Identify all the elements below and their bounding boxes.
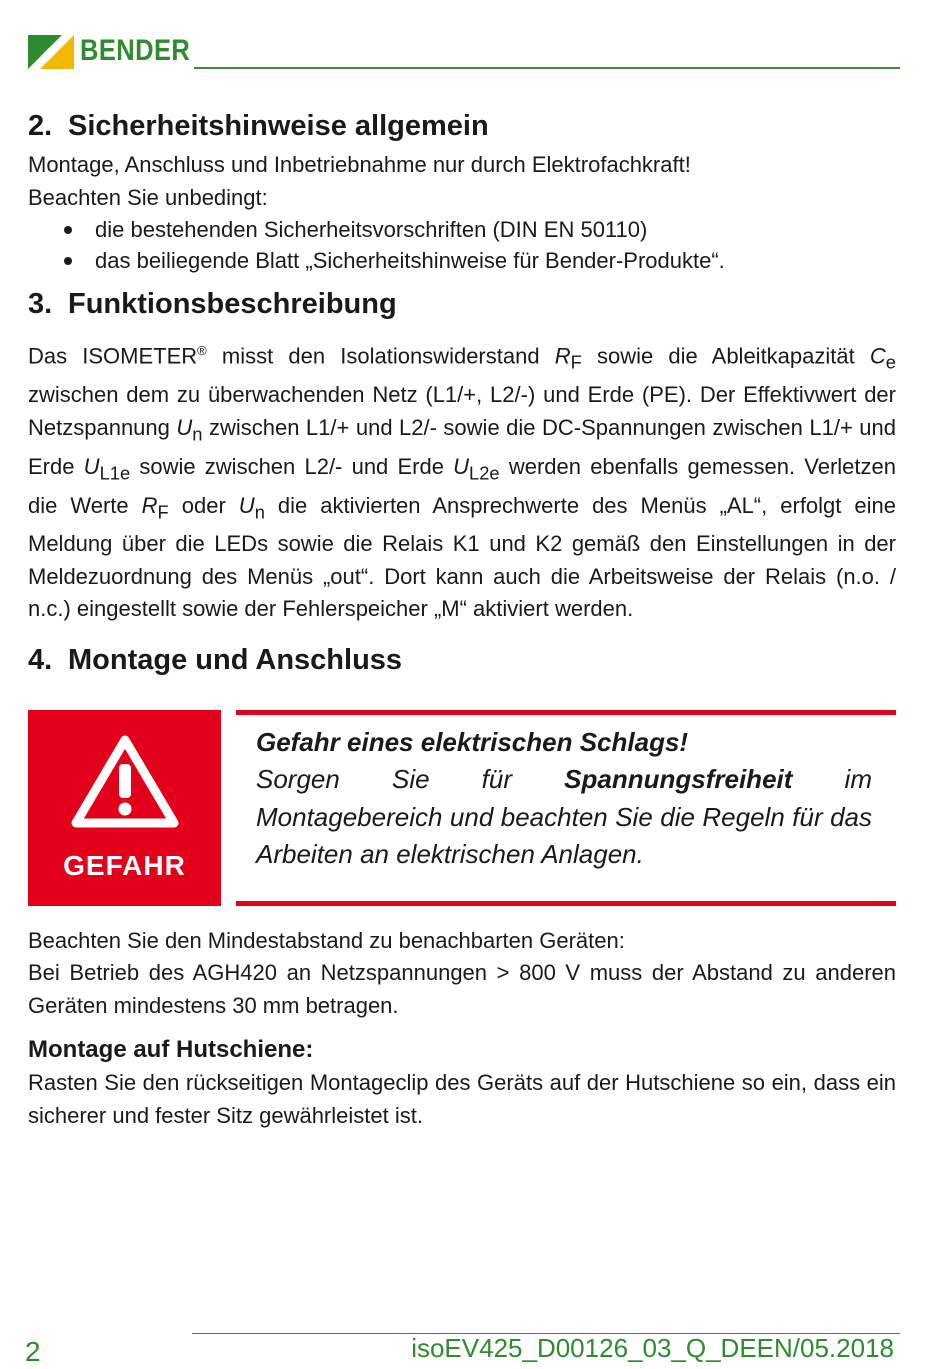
safety-bullet-list — [28, 214, 896, 276]
section-3-number: 3. — [28, 288, 53, 320]
section-4-heading — [28, 640, 896, 680]
distance-note-body: Bei Betrieb des AGH420 an Netzspannungen > 800 V muss der Abstand zu anderen Geräten mindestens 30 mm betragen. — [28, 960, 896, 1018]
section-2-heading — [28, 106, 896, 146]
section-4-title: Montage und Anschluss — [68, 643, 403, 676]
section-3-title: Funktionsbeschreibung — [68, 288, 397, 320]
danger-top-rule — [236, 710, 896, 715]
din-rail-heading: Montage auf Hutschiene: — [28, 1036, 314, 1064]
danger-heading: Gefahr eines elektrischen Schlags! — [256, 726, 689, 757]
document-id: isoEV425_D00126_03_Q_DEEN/05.2018 — [411, 1333, 894, 1363]
danger-bottom-rule — [236, 901, 896, 906]
list-item: die bestehenden Sicherheitsvorschriften (DIN EN 50110) — [28, 214, 896, 245]
warning-triangle-icon — [71, 734, 179, 828]
danger-notice — [28, 710, 896, 906]
distance-note-heading: Beachten Sie den Mindestabstand zu benachbarten Geräten: — [28, 927, 625, 953]
section-2-line-2: Beachten Sie unbedingt: — [28, 184, 268, 210]
danger-message — [256, 724, 872, 874]
section-4-number: 4. — [28, 643, 53, 676]
section-2-title: Sicherheitshinweise allgemein — [68, 110, 489, 142]
section-2-line-1: Montage, Anschluss und Inbetriebnahme nur durch Elektrofachkraft! — [28, 152, 691, 177]
header-rule — [194, 67, 900, 69]
page-header — [28, 30, 900, 70]
registered-mark: ® — [197, 343, 207, 358]
section-2-number: 2. — [28, 110, 53, 142]
function-description: Das ISOMETER® misst den Isolationswiderstand $R_F$ sowie die Ableitkapazität $C_e$ zwischen dem zu überwachenden Netz (L1/+, L2/-) und Erde (PE). Der Effektivwert der Netzspannung $U_n$ zwischen L1/+ und L2/- sowie die DC-Spannungen zwischen L1/+ und Erde $U_{L1e}$ sowie zwischen L2/- und Erde $U_{L2e}$ werden ebenfalls gemessen. Verletzen die Werte $R_F$ oder $U_n$ die aktivierten Ansprechwerte des Menüs „AL“, erfolgt eine Meldung über die LEDs sowie die Relais K1 und K2 gemäß den Einstellungen in der Meldezuordnung des Menüs „out“. Dort kann auch die Arbeitsweise der Relais (n.o. / n.c.) eingestellt sowie der Fehlerspeicher „M“ aktiviert werden. — [28, 343, 897, 622]
danger-label: GEFAHR — [63, 849, 186, 881]
danger-box — [28, 710, 221, 906]
logo-text: BENDER — [80, 34, 191, 67]
page-content — [28, 106, 896, 1132]
din-rail-text: Rasten Sie den rückseitigen Montageclip des Geräts auf der Hutschiene so ein, dass ein sicherer und fester Sitz gewährleistet ist. — [28, 1070, 896, 1128]
danger-body: Sorgen Sie für Spannungsfreiheit im Montagebereich und beachten Sie die Regeln für das Arbeiten an elektrischen Anlagen. — [256, 764, 872, 870]
page-number: 2 — [25, 1336, 41, 1367]
bender-logo-icon — [28, 35, 74, 69]
section-3-heading — [28, 284, 896, 324]
list-item: das beiliegende Blatt „Sicherheitshinweise für Bender-Produkte“. — [28, 245, 896, 276]
